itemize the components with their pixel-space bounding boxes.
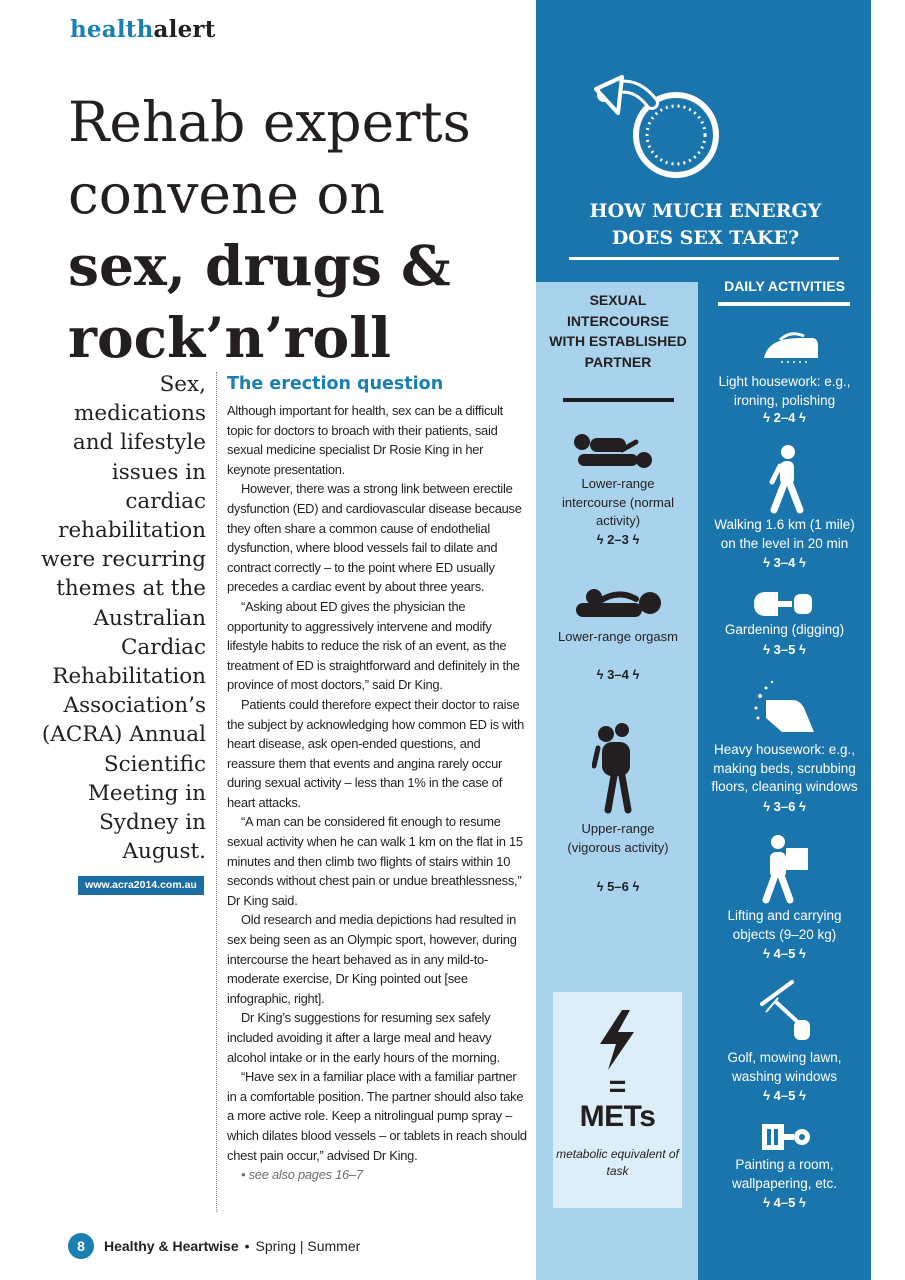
walking-person-icon — [766, 444, 806, 514]
lightning-bolt-icon — [596, 1010, 638, 1070]
daily-item-mets-value: 3–4 — [773, 555, 796, 570]
sexual-item-label: Lower-range intercourse (normal activity) — [562, 476, 674, 528]
couple-lying-icon — [572, 430, 654, 474]
sexual-header-rule — [563, 398, 674, 402]
sexual-intercourse-header: SEXUAL INTERCOURSE WITH ESTABLISHED PARTNER — [549, 292, 687, 370]
couple-standing-icon — [592, 722, 642, 814]
sexual-item-mets-value: 5–6 — [607, 879, 629, 894]
daily-activities-header: DAILY ACTIVITIES — [724, 278, 845, 294]
mets-definition: metabolic equivalent of task — [556, 1147, 679, 1178]
article-paragraph: Patients could therefore expect their doctor to raise the subject by acknowledging how common ED is with heart disease, ask open-ended questions, and reassure them that events and angina rarely occur during sexual activity – less than 1% in the case of heart attacks. — [227, 696, 525, 810]
article-paragraph: “Have sex in a familiar place with a familiar partner in a comfortable position. The partner should also take a more active role. Keep a nitrolingual pump spray – which dilates blood vessels – or tablets in reach should chest pain occur,” advised Dr King. — [227, 1069, 527, 1163]
article-paragraph: “Asking about ED gives the physician the opportunity to aggressively intervene and modify lifestyle habits to reduce the risk of an event, as the treatment of ED is straightforward and definitely in the province of most doctors,” said Dr King. — [227, 598, 520, 693]
mets-equals: = — [608, 1070, 627, 1103]
article-paragraph: “A man can be considered fit enough to resume sexual activity when he can walk 1 km on the flat in 15 minutes and then climb two flights of stairs within 10 seconds without chest pain or undue breathlessness,” Dr King said. — [227, 814, 523, 908]
title-underline — [569, 257, 839, 260]
daily-item-mets-value: 3–5 — [773, 642, 796, 657]
headline — [68, 86, 528, 374]
issue-season: Spring | Summer — [255, 1238, 361, 1254]
page-number: 8 — [68, 1233, 94, 1259]
infographic-title — [568, 198, 843, 252]
daily-item-label: Golf, mowing lawn, washing windows — [727, 1050, 842, 1084]
magazine-name: Healthy & Heartwise — [104, 1238, 239, 1254]
daily-item-mets: ϟ 4–5 ϟ — [763, 1195, 806, 1210]
brand-health: health — [70, 16, 154, 43]
headline-line-2: convene on — [68, 162, 385, 226]
sexual-item-mets: ϟ 2–3 ϟ — [596, 532, 640, 547]
headline-line-1: Rehab experts — [68, 90, 471, 154]
section-brand — [70, 16, 216, 43]
headline-line-3: sex, drugs & — [68, 233, 451, 298]
mets-word: METs — [579, 1100, 656, 1133]
daily-item-mets: ϟ 3–6 ϟ — [763, 799, 806, 814]
daily-item-mets: ϟ 3–4 ϟ — [763, 555, 806, 570]
article-body — [227, 374, 527, 1185]
article-paragraph: However, there was a strong link between erectile dysfunction (ED) and cardiovascular disease because they often share a common cause of endothelial dysfunction, where blood vessels fail to dilate and contract correctly – to the point where ED usually precedes a cardiac event by about three years. — [227, 481, 522, 595]
squeegee-icon — [758, 980, 816, 1044]
couple-embrace-icon — [570, 585, 664, 625]
column-divider — [216, 372, 217, 1212]
page-footer — [68, 1233, 360, 1259]
sexual-item-mets-value: 3–4 — [607, 667, 629, 682]
brand-alert: alert — [153, 16, 216, 43]
sexual-item-mets-value: 2–3 — [607, 532, 629, 547]
daily-item-mets: ϟ 2–4 ϟ — [763, 410, 806, 425]
standfirst: Sex, medications and lifestyle issues in cardiac rehabilitation were recurring themes at the Australian Cardiac Rehabilitation Association’s (ACRA) Annual Scientific Meeting in Sydney in August. — [41, 372, 206, 865]
daily-item-mets-value: 2–4 — [773, 410, 796, 425]
daily-header-rule — [718, 302, 850, 306]
see-also-note: • see also pages 16–7 — [241, 1167, 363, 1183]
article-paragraph: Old research and media depictions had resulted in sex being seen as an Olympic sport, however, during intercourse the heart behaved as in any mild-to-moderate exercise, Dr King pointed out [see infographic, right]. — [227, 912, 517, 1006]
paint-roller-icon — [760, 1122, 812, 1152]
iron-icon — [760, 332, 822, 366]
infographic-title-line-1: HOW MUCH ENERGY — [589, 200, 822, 222]
scrubbing-hand-icon — [752, 678, 818, 736]
acra-url-link[interactable]: www.acra2014.com.au — [78, 876, 204, 895]
headline-line-4: rock’n’roll — [68, 305, 391, 370]
daily-item-mets: ϟ 4–5 ϟ — [763, 946, 806, 961]
daily-item-mets: ϟ 3–5 ϟ — [763, 642, 806, 657]
daily-item-mets-value: 3–6 — [773, 799, 796, 814]
daily-item-label: Painting a room, wallpapering, etc. — [731, 1157, 838, 1191]
sexual-item-mets: ϟ 5–6 ϟ — [596, 879, 640, 894]
daily-item-label: Lifting and carrying objects (9–20 kg) — [727, 908, 842, 942]
daily-item-mets: ϟ 4–5 ϟ — [763, 1088, 806, 1103]
lifting-box-icon — [762, 834, 810, 904]
sexual-item-label: Lower-range orgasm — [558, 629, 678, 644]
daily-item-label: Gardening (digging) — [724, 622, 845, 637]
article-paragraph: Although important for health, sex can be a difficult topic for doctors to broach with their patients, said sexual medicine specialist Dr Rosie King in her keynote presentation. — [227, 403, 504, 477]
daily-item-mets-value: 4–5 — [773, 1088, 796, 1103]
article-heading: The erection question — [227, 374, 444, 394]
sexual-item-label: Upper-range (vigorous activity) — [567, 821, 669, 855]
daily-item-label: Heavy housework: e.g., making beds, scrubbing floors, cleaning windows — [711, 742, 858, 794]
footer-separator: • — [244, 1238, 250, 1254]
trowel-icon — [752, 592, 814, 616]
daily-item-label: Light housework: e.g., ironing, polishing — [718, 374, 851, 408]
sexual-item-mets: ϟ 3–4 ϟ — [596, 667, 640, 682]
daily-item-mets-value: 4–5 — [773, 946, 796, 961]
daily-item-label: Walking 1.6 km (1 mile) on the level in 20 min — [714, 517, 855, 551]
mars-symbol-icon — [594, 55, 724, 185]
article-paragraph: Dr King’s suggestions for resuming sex safely included avoiding it after a large meal and heavy alcohol intake or in the early hours of the morning. — [227, 1010, 500, 1065]
infographic-title-line-2: DOES SEX TAKE? — [611, 227, 800, 249]
daily-item-mets-value: 4–5 — [773, 1195, 796, 1210]
